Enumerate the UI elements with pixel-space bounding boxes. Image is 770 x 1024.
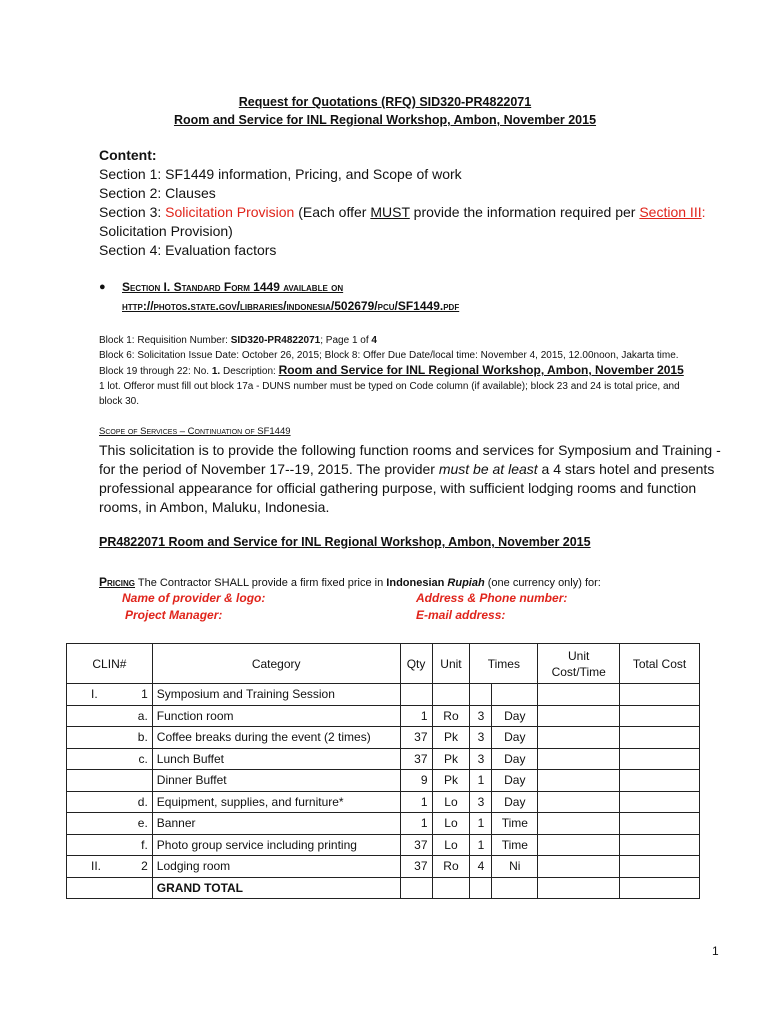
qty-cell: 37 <box>400 856 432 878</box>
total-cost-cell[interactable] <box>620 856 700 878</box>
unit-cost-cell[interactable] <box>538 748 620 770</box>
clin-cell: b. <box>67 727 153 749</box>
content-section-4: Section 4: Evaluation factors <box>99 242 277 258</box>
table-row <box>67 684 700 706</box>
clin-cell: II. 2 <box>67 856 153 878</box>
address-phone-label: Address & Phone number: <box>416 591 568 605</box>
unit-cost-cell[interactable] <box>538 813 620 835</box>
unit-cost-cell[interactable] <box>538 727 620 749</box>
pricing-line: Pricing The Contractor SHALL provide a firm fixed price in Indonesian Rupiah (one currency only) for: <box>99 575 601 589</box>
content-section-3: Section 3: Solicitation Provision (Each offer MUST provide the information required per Section III: <box>99 204 706 220</box>
content-heading: Content: <box>99 147 157 163</box>
period-cell: Time <box>492 834 538 856</box>
total-cost-cell[interactable] <box>620 770 700 792</box>
total-cost-cell[interactable] <box>620 813 700 835</box>
times-cell: 3 <box>470 727 492 749</box>
header-category: Category <box>152 644 400 684</box>
unit-cell: Ro <box>432 856 470 878</box>
pricing-table <box>66 643 700 899</box>
header-total-cost: Total Cost <box>620 644 700 684</box>
total-cost-cell[interactable] <box>620 684 700 706</box>
lot-line-1: 1 lot. Offeror must fill out block 17a - DUNS number must be typed on Code column (if available); block 23 and 24 is total price, and <box>99 381 680 392</box>
block-6: Block 6: Solicitation Issue Date: October 26, 2015; Block 8: Offer Due Date/local time: November 4, 2015, 12.00noon, Jakarta time. <box>99 350 679 361</box>
times-cell: 3 <box>470 791 492 813</box>
times-cell: 3 <box>470 705 492 727</box>
section-iii-link[interactable]: Section III <box>639 204 702 220</box>
category-cell: Photo group service including printing <box>152 834 400 856</box>
period-cell: Time <box>492 813 538 835</box>
period-cell: Day <box>492 791 538 813</box>
category-cell: Equipment, supplies, and furniture* <box>152 791 400 813</box>
grand-total-label: GRAND TOTAL <box>152 877 400 899</box>
sf1449-heading: Section I. Standard Form 1449 available on <box>122 280 344 294</box>
category-cell: Lunch Buffet <box>152 748 400 770</box>
header-clin: CLIN# <box>67 644 153 684</box>
times-cell: 4 <box>470 856 492 878</box>
unit-cost-cell[interactable] <box>538 705 620 727</box>
period-cell: Day <box>492 727 538 749</box>
header-unit: Unit <box>432 644 470 684</box>
qty-cell: 37 <box>400 834 432 856</box>
pr-heading: PR4822071 Room and Service for INL Regional Workshop, Ambon, November 2015 <box>99 535 591 549</box>
sf1449-url[interactable]: http://photos.state.gov/libraries/indonesia/502679/pcu/SF1449.pdf <box>122 299 460 313</box>
unit-cell <box>432 684 470 706</box>
table-row <box>67 705 700 727</box>
content-section-3-cont: Solicitation Provision) <box>99 223 233 239</box>
clin-cell: a. <box>67 705 153 727</box>
unit-cell: Lo <box>432 834 470 856</box>
clin-cell: c. <box>67 748 153 770</box>
category-cell: Symposium and Training Session <box>152 684 400 706</box>
solicitation-provision-label: Solicitation Provision <box>165 204 295 220</box>
table-row <box>67 791 700 813</box>
total-cost-cell[interactable] <box>620 727 700 749</box>
document-title: Request for Quotations (RFQ) SID320-PR4822071 <box>238 95 532 109</box>
table-row <box>67 770 700 792</box>
category-cell: Function room <box>152 705 400 727</box>
email-address-label: E-mail address: <box>416 608 506 622</box>
qty-cell: 1 <box>400 705 432 727</box>
unit-cell: Ro <box>432 705 470 727</box>
block-1: Block 1: Requisition Number: SID320-PR4822071; Page 1 of 4 <box>99 335 377 346</box>
scope-heading: Scope of Services – Continuation of SF1449 <box>99 426 291 437</box>
clin-cell: d. <box>67 791 153 813</box>
header-unit-cost: Unit Cost/Time <box>538 644 620 684</box>
category-cell: Lodging room <box>152 856 400 878</box>
unit-cost-cell[interactable] <box>538 684 620 706</box>
content-section-1: Section 1: SF1449 information, Pricing, and Scope of work <box>99 166 462 182</box>
qty-cell: 37 <box>400 727 432 749</box>
qty-cell: 37 <box>400 748 432 770</box>
times-cell: 3 <box>470 748 492 770</box>
page-number: 1 <box>712 944 719 958</box>
clin-cell: I. 1 <box>67 684 153 706</box>
unit-cell: Pk <box>432 727 470 749</box>
table-row <box>67 856 700 878</box>
qty-cell: 9 <box>400 770 432 792</box>
total-cost-cell[interactable] <box>620 791 700 813</box>
qty-cell <box>400 684 432 706</box>
block-19: Block 19 through 22: No. 1. Description: Room and Service for INL Regional Workshop, Ambon, November 2015 <box>99 363 684 377</box>
category-cell: Banner <box>152 813 400 835</box>
clin-cell <box>67 770 153 792</box>
unit-cost-cell[interactable] <box>538 834 620 856</box>
clin-cell: f. <box>67 834 153 856</box>
table-row <box>67 727 700 749</box>
header-times: Times <box>470 644 538 684</box>
period-cell: Day <box>492 705 538 727</box>
times-cell: 1 <box>470 770 492 792</box>
provider-name-label: Name of provider & logo: <box>122 591 266 605</box>
total-cost-cell[interactable] <box>620 705 700 727</box>
clin-cell: e. <box>67 813 153 835</box>
unit-cost-cell[interactable] <box>538 856 620 878</box>
total-cost-cell[interactable] <box>620 748 700 770</box>
content-section-2: Section 2: Clauses <box>99 185 216 201</box>
unit-cost-cell[interactable] <box>538 791 620 813</box>
period-cell: Day <box>492 748 538 770</box>
unit-cell: Pk <box>432 770 470 792</box>
scope-paragraph: This solicitation is to provide the following function rooms and services for Symposium and Training - for the period of November 17--19, 2015. The provider must be at least a 4 stars hotel and presents professional appearance for official gathering purpose, with sufficient lodging rooms and function rooms, in Ambon, Maluku, Indonesia. <box>99 442 721 515</box>
category-cell: Dinner Buffet <box>152 770 400 792</box>
content-section <box>99 146 739 260</box>
unit-cost-cell[interactable] <box>538 770 620 792</box>
period-cell: Ni <box>492 856 538 878</box>
unit-cell: Lo <box>432 791 470 813</box>
period-cell <box>492 684 538 706</box>
bullet-icon: ● <box>99 281 106 293</box>
qty-cell: 1 <box>400 791 432 813</box>
period-cell: Day <box>492 770 538 792</box>
header-qty: Qty <box>400 644 432 684</box>
times-cell: 1 <box>470 834 492 856</box>
category-cell: Coffee breaks during the event (2 times) <box>152 727 400 749</box>
qty-cell: 1 <box>400 813 432 835</box>
times-cell: 1 <box>470 813 492 835</box>
lot-line-2: block 30. <box>99 396 140 407</box>
document-subtitle: Room and Service for INL Regional Workshop, Ambon, November 2015 <box>173 113 597 127</box>
unit-cell: Pk <box>432 748 470 770</box>
project-manager-label: Project Manager: <box>125 608 223 622</box>
times-cell <box>470 684 492 706</box>
table-row <box>67 834 700 856</box>
unit-cell: Lo <box>432 813 470 835</box>
total-cost-cell[interactable] <box>620 834 700 856</box>
table-row <box>67 748 700 770</box>
table-row <box>67 813 700 835</box>
